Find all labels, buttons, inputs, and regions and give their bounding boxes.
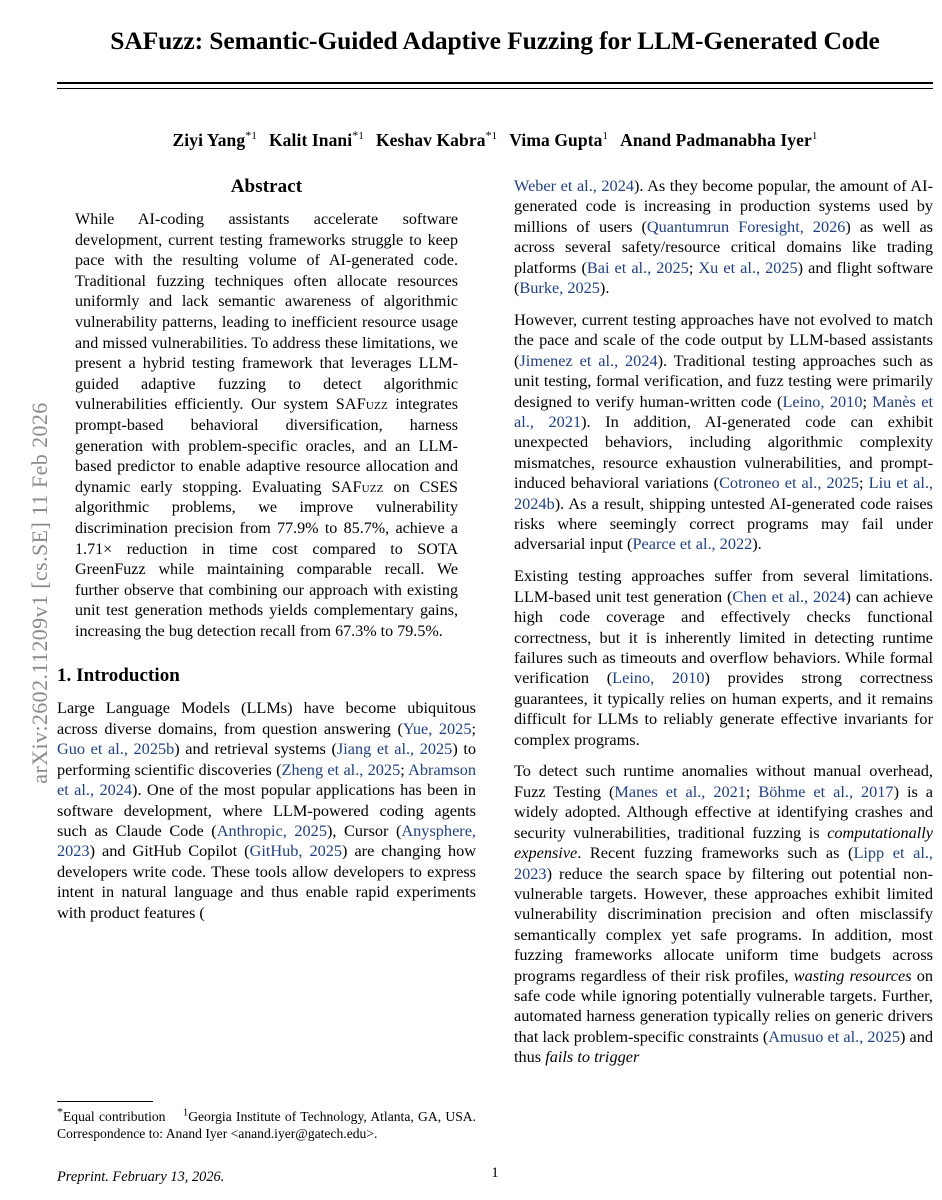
author-name: Anand Padmanabha Iyer: [620, 129, 812, 150]
citation-link[interactable]: Liu et al., 2024b: [514, 473, 934, 513]
two-column-body: [57, 176, 933, 1186]
citation-link[interactable]: Lipp et al., 2023: [514, 843, 934, 883]
abstract-heading: Abstract: [230, 176, 303, 197]
author-entry: [509, 130, 608, 150]
intro-paragraph-4: To detect such runtime anomalies without manual overhead, Fuzz Testing (Manes et al., 2021; Böhme et al., 2017) is a widely adopted. Although effective at identifying crashes and security vulnerabilities, traditional fuzzing is computationally expensive. Recent fuzzing frameworks such as (Lipp et al., 2023) reduce the search space by filtering out potential non-vulnerable targets. However, these approaches exhibit limited vulnerability discrimination precision and often misclassify semantically complex yet safe programs. In addition, most fuzzing frameworks allocate uniform time budgets across programs regardless of their risk profiles, wasting resources on safe code while ignoring potentially vulnerable targets. Further, automated harness generation typically relies on generic drivers that lack problem-specific constraints (Amusuo et al., 2025) and thus fails to trigger: [514, 761, 934, 1067]
emphasis-text: computationally expensive: [514, 822, 933, 863]
author-entry: [620, 130, 817, 150]
abstract-text-3: on CSES algorithmic problems, we improve vulnerability discrimination precision from 77.9% to 85.7%, achieve a 1.71× reduction in time cost compared to SOTA GreenFuzz while maintaining comparable recall. We further observe that combining our approach with existing unit test generation methods yields complementary gains, increasing the bug detection recall from 67.3% to 79.5%.: [75, 478, 459, 640]
right-column: [514, 176, 933, 1186]
citation-link[interactable]: Jimenez et al., 2024: [519, 350, 658, 370]
citation-link[interactable]: Zheng et al., 2025: [281, 759, 401, 779]
paper-page: [57, 0, 933, 1200]
citation-link[interactable]: Leino, 2010: [782, 391, 863, 411]
citation-link[interactable]: Guo et al., 2025b: [57, 739, 175, 759]
citation-link[interactable]: Weber et al., 2024: [514, 176, 634, 195]
arxiv-identifier-stamp: arXiv:2602.11209v1 [cs.SE] 11 Feb 2026: [27, 402, 52, 784]
intro-paragraph-3: Existing testing approaches suffer from several limitations. LLM-based unit test generation (Chen et al., 2024) can achieve high code coverage and effectively checks functional correctness, but it is inherently limited in detecting runtime failures such as timeouts and overflow behaviors. While formal verification (Leino, 2010) provides strong correctness guarantees, it typically relies on human experts, and it remains difficult for LLMs to reliably generate effective invariants for complex programs.: [514, 566, 934, 749]
citation-link[interactable]: GitHub, 2025: [249, 841, 343, 861]
author-name: Vima Gupta: [509, 129, 603, 150]
system-name: SAFuzz: [331, 478, 384, 496]
author-affiliation-marker: 1: [491, 129, 498, 142]
title-block: [57, 0, 933, 89]
citation-link[interactable]: Chen et al., 2024: [732, 586, 846, 606]
author-equal-contrib-marker: *: [352, 127, 359, 142]
footnote-star-marker: *: [57, 1104, 63, 1119]
author-entry: [268, 127, 364, 150]
intro-paragraph-1: Large Language Models (LLMs) have become ubiquitous across diverse domains, from question answering (Yue, 2025; Guo et al., 2025b) and retrieval systems (Jiang et al., 2025) to performing scientific discoveries (Zheng et al., 2025; Abramson et al., 2024). One of the most popular applications has been in software development, where LLM-powered coding agents such as Claude Code (Anthropic, 2025), Cursor (Anysphere, 2023) and GitHub Copilot (GitHub, 2025) are changing how developers write code. These tools allow developers to express intent in natural language and thus enable rapid experiments with product features (: [57, 698, 477, 922]
citation-link[interactable]: Quantumrun Foresight, 2026: [646, 216, 846, 236]
preprint-notice: Preprint. February 13, 2026.: [57, 1169, 225, 1185]
citation-link[interactable]: Anthropic, 2025: [216, 820, 327, 840]
citation-link[interactable]: Anysphere, 2023: [57, 820, 477, 861]
author-affiliation-marker: 1: [811, 129, 818, 142]
title-divider: [57, 82, 933, 89]
emphasis-text: fails to trigger: [545, 1047, 640, 1067]
author-affiliation-marker: 1: [251, 129, 257, 142]
abstract-text-2: integrates prompt-based behavioral diversification, harness generation with problem-specific oracles, and an LLM-based predictor to enable adaptive resource allocation and dynamic early stopping. Evaluating: [75, 396, 458, 496]
citation-link[interactable]: Bai et al., 2025: [586, 257, 689, 277]
author-affiliation-marker: 1: [358, 129, 364, 142]
citation-link[interactable]: Böhme et al., 2017: [758, 781, 894, 801]
citation-link[interactable]: Jiang et al., 2025: [336, 739, 453, 759]
citation-link[interactable]: Pearce et al., 2022: [632, 534, 753, 554]
footnote-divider: [57, 1101, 153, 1102]
page-title: SAFuzz: Semantic-Guided Adaptive Fuzzing for LLM-Generated Code: [110, 26, 880, 55]
intro-paragraph-1-continued: Weber et al., 2024). As they become popular, the amount of AI-generated code is increasing in production systems used by millions of users (Quantumrun Foresight, 2026) as well as across several safety/resource critical domains like trading platforms (Bai et al., 2025; Xu et al., 2025) and flight software (Burke, 2025).: [514, 176, 934, 298]
author-equal-contrib-marker: *: [485, 127, 492, 142]
author-name: Kalit Inani: [268, 129, 353, 150]
citation-link[interactable]: Manes et al., 2021: [614, 781, 746, 801]
abstract-body: [57, 210, 476, 642]
author-name: Ziyi Yang: [172, 129, 246, 150]
author-name: Keshav Kabra: [375, 129, 486, 150]
citation-link[interactable]: Xu et al., 2025: [698, 257, 798, 277]
emphasis-text: wasting resources: [793, 965, 912, 985]
citation-link[interactable]: Abramson et al., 2024: [57, 759, 476, 800]
citation-link[interactable]: Burke, 2025: [519, 278, 600, 298]
citation-link[interactable]: Yue, 2025: [402, 718, 472, 738]
system-name: SAFuzz: [335, 396, 388, 414]
footnote-text: [57, 1104, 476, 1142]
footnote-affiliation-marker: 1: [182, 1106, 189, 1119]
author-entry: [375, 127, 498, 150]
author-entry: [172, 127, 257, 150]
abstract-paragraph: [75, 210, 458, 642]
author-affiliation-marker: 1: [602, 129, 609, 142]
page-number: 1: [491, 1165, 499, 1181]
section-heading-introduction: 1. Introduction: [57, 665, 180, 687]
citation-link[interactable]: Cotroneo et al., 2025: [719, 473, 860, 493]
footnote-equal-contribution: Equal contribution: [63, 1108, 166, 1124]
citation-link[interactable]: Manès et al., 2021: [514, 391, 933, 431]
author-equal-contrib-marker: *: [245, 127, 252, 142]
left-column: [57, 176, 476, 1186]
abstract-text-1: While AI-coding assistants accelerate software development, current testing frameworks struggle to keep pace with the resulting volume of AI-generated code. Traditional fuzzing techniques often allocate resources uniformly and lack semantic awareness of algorithmic vulnerability patterns, leading to inefficient resource usage and missed vulnerabilities. To address these limitations, we present a hybrid testing framework that leverages LLM-guided adaptive fuzzing to detect algorithmic vulnerabilities efficiently. Our system: [75, 211, 458, 414]
footnote-affiliation: Georgia Institute of Technology, Atlanta, GA, USA. Correspondence to: Anand Iyer <anand.iyer@gatech.edu>.: [57, 1108, 476, 1141]
author-list: [57, 127, 933, 151]
intro-paragraph-2: However, current testing approaches have not evolved to match the pace and scale of the code output by LLM-based assistants (Jimenez et al., 2024). Traditional testing approaches such as unit testing, formal verification, and fuzz testing were primarily designed to verify human-written code (Leino, 2010; Manès et al., 2021). In addition, AI-generated code can exhibit unexpected behaviors, including algorithmic complexity mismatches, resource exhaustion vulnerabilities, and prompt-induced behavioral variations (Cotroneo et al., 2025; Liu et al., 2024b). As a result, shipping untested AI-generated code raises risks where seemingly correct programs may fail under adversarial input (Pearce et al., 2022).: [514, 309, 934, 554]
citation-link[interactable]: Amusuo et al., 2025: [768, 1026, 900, 1046]
citation-link[interactable]: Leino, 2010: [612, 668, 705, 688]
